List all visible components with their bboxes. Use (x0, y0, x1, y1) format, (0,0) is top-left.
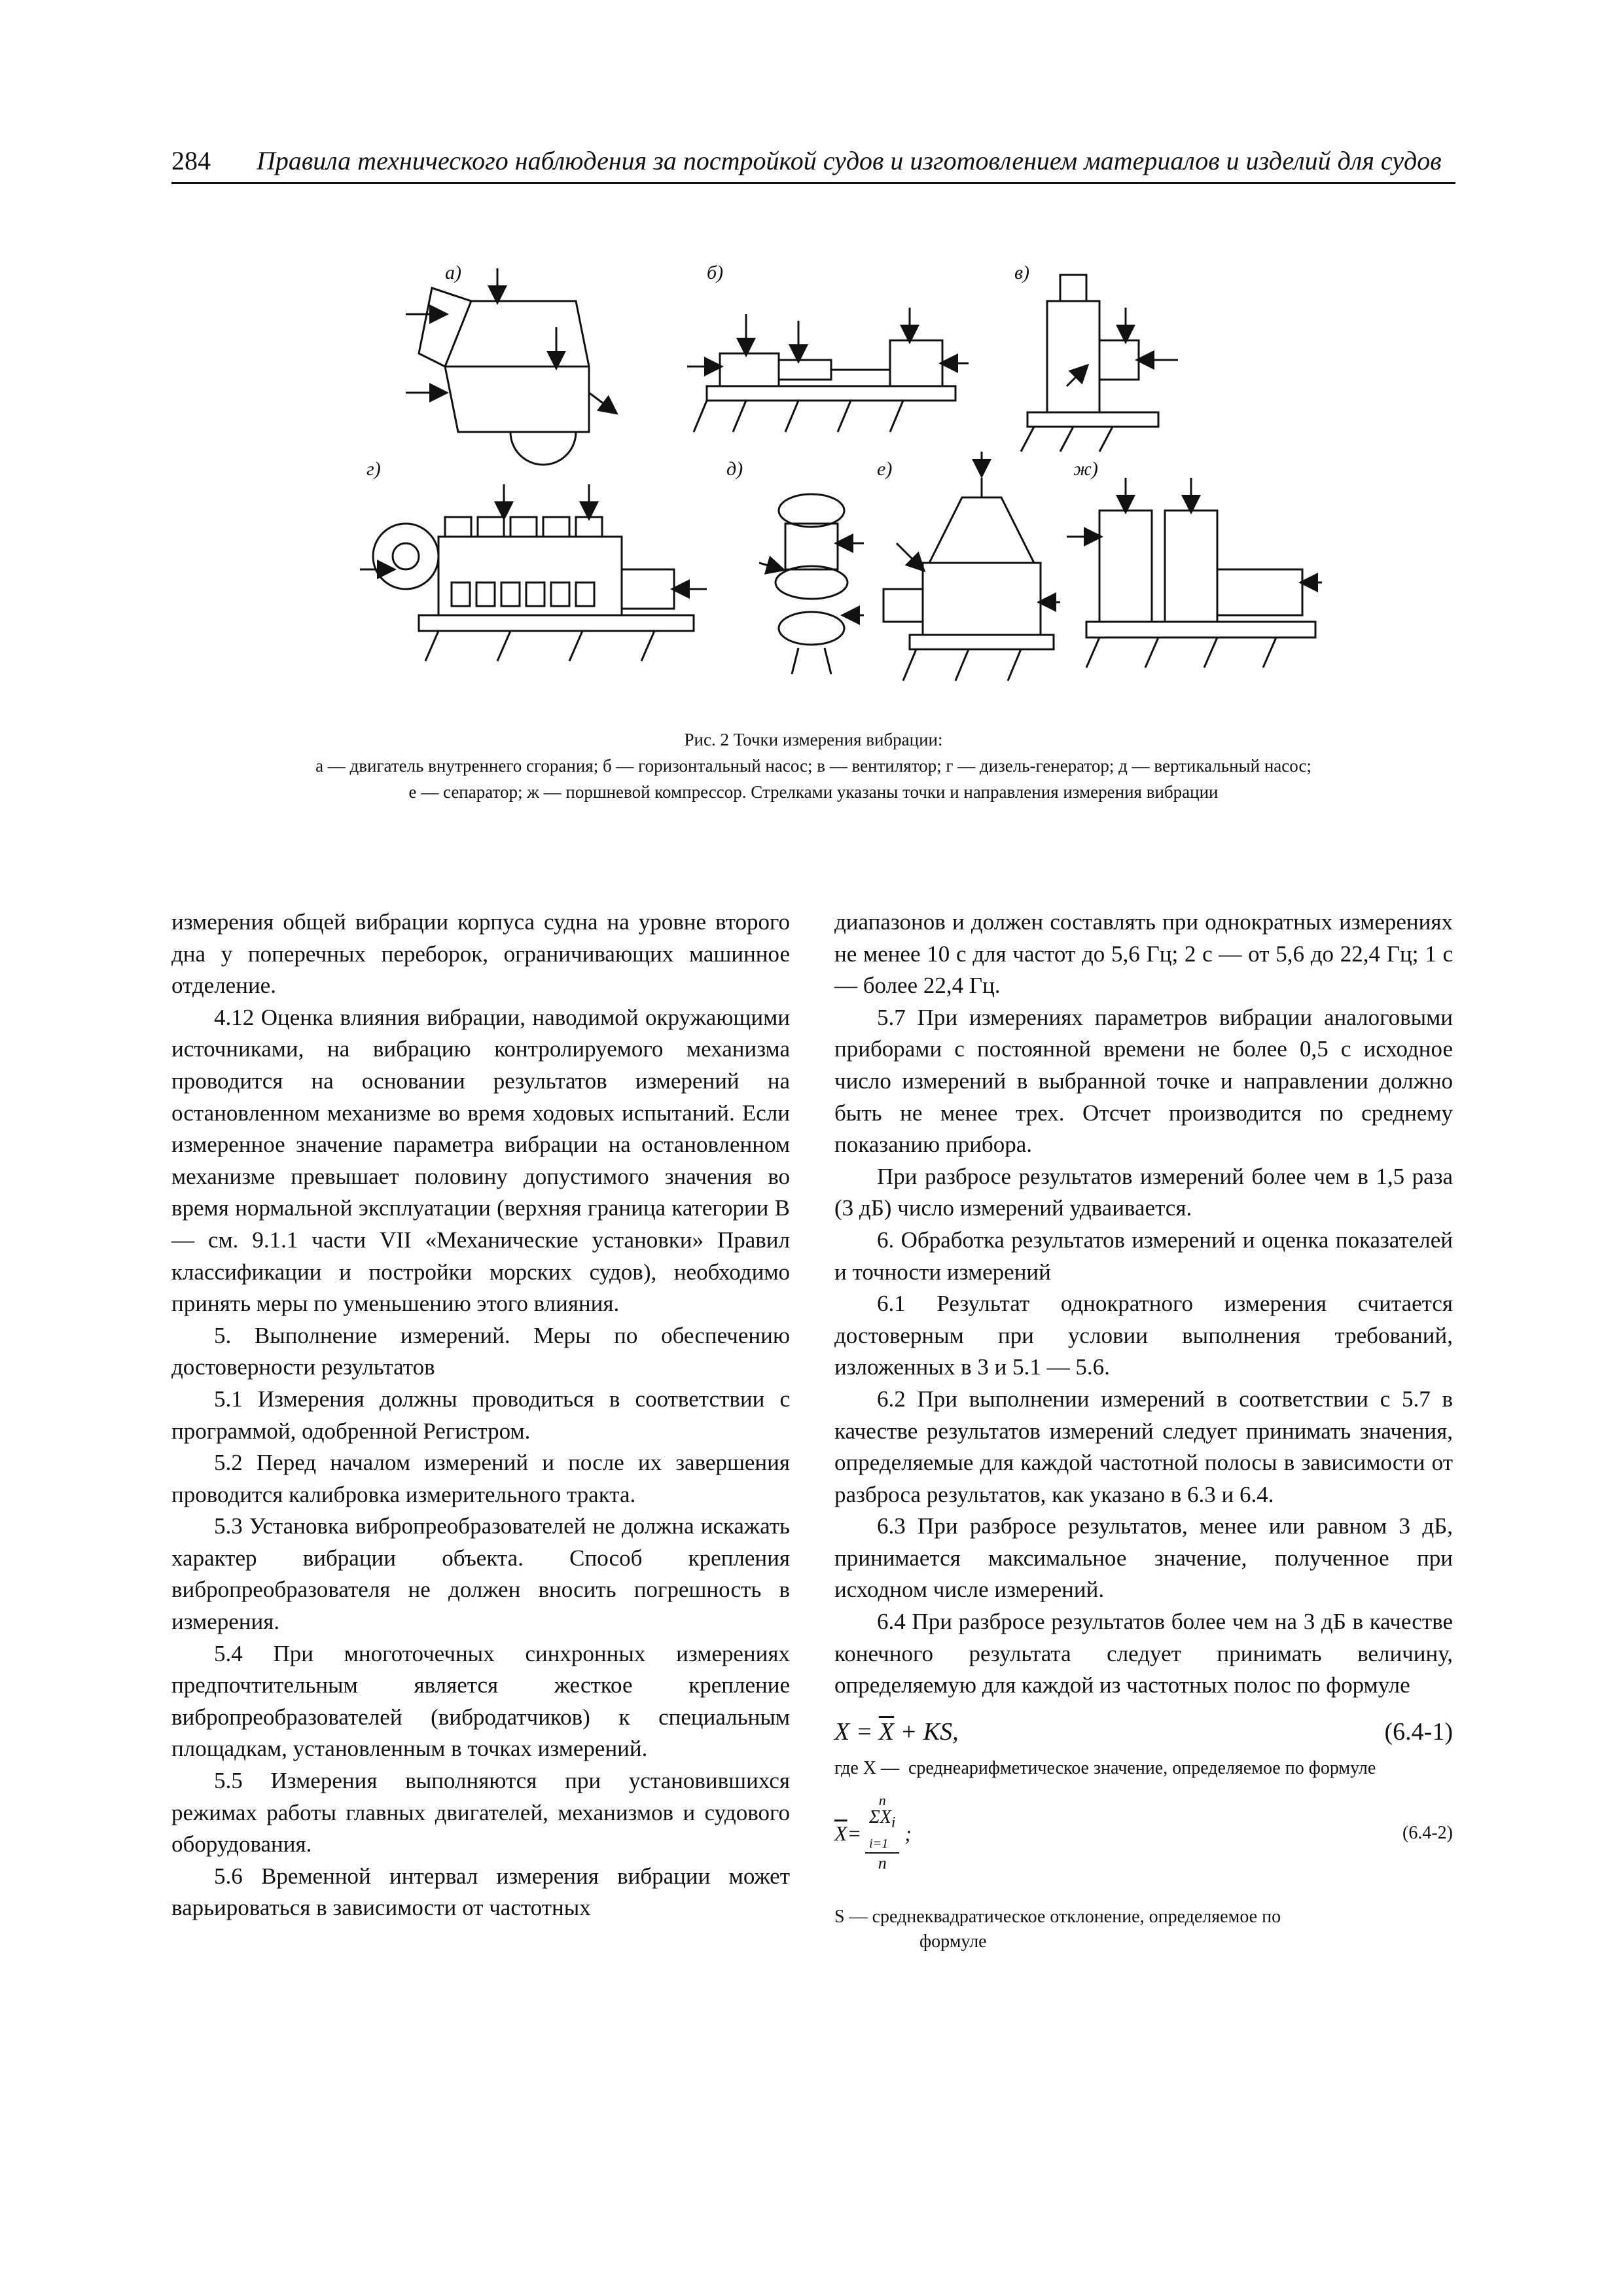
left-column (171, 906, 790, 1924)
label-v: в) (1014, 262, 1030, 283)
running-title: Правила технического наблюдения за постройкой судов и изготовлением материалов и изделий для судов (257, 146, 1442, 175)
paragraph: 5.3 Установка вибропреобразователей не должна искажать характер вибрации объекта. Способ крепления вибропреобразователя не должен вносить погрешность в измерения. (171, 1513, 790, 1635)
formula-tail: ; (904, 1821, 912, 1845)
page-number: 284 (171, 146, 211, 175)
paragraph: 6.1 Результат однократного измерения считается достоверным при условии выполнения требований, изложенных в 3 и 5.1 — 5.6. (834, 1291, 1453, 1380)
diagram-zh-compressor (1067, 478, 1322, 668)
paragraph: 4.12 Оценка влияния вибрации, наводимой окружающими источниками, на вибрацию контролируемого механизма проводится на основании результатов измерений на остановленном механизме во время ходовых испытаний. Если измеренное значение параметра вибрации на остановленном механизме превышает половину допустимого значения во время нормальной эксплуатации (верхняя граница категории В — см. 9.1.1 части VII «Механические установки» Правил классификации и постройки морских судов), необходимо принять меры по уменьшению этого влияния. (171, 1004, 790, 1317)
label-e: е) (877, 458, 893, 480)
formula-xbar: $\overline{X}$ (878, 1717, 895, 1746)
paragraph: 6.3 При разбросе результатов, менее или равном 3 дБ, принимается максимальное значение, полученное при исходном числе измерений. (834, 1513, 1453, 1603)
page-header (171, 143, 1455, 184)
section-heading: 5. Выполнение измерений. Меры по обеспечению достоверности результатов (171, 1322, 790, 1380)
s-definition (834, 1905, 1453, 1954)
fraction-denominator: n (878, 1854, 887, 1873)
paragraph: 5.7 При измерениях параметров вибрации аналоговыми приборами с постоянной времени не более 0,5 с исходное число измерений в выбранной точке и направлении должно быть не менее трех. Отсчет производится по среднему показанию прибора. (834, 1004, 1453, 1158)
paragraph: 5.4 При многоточечных синхронных измерениях предпочтительным является жесткое крепление вибропреобразователей (вибродатчиков) к специальным площадкам, установленным в точках измерений. (171, 1640, 790, 1762)
formula-number: (6.4-1) (1384, 1717, 1453, 1746)
formula-lhs: $\overline{X}$ (834, 1821, 847, 1845)
formula-6-4-2 (834, 1793, 1453, 1873)
paragraph: 6.2 При выполнении измерений в соответствии с 5.7 в качестве результатов измерений следует принимать значения, определяемые для каждой частотной полосы в зависимости от разброса результатов, как указано в 6.3 и 6.4. (834, 1386, 1453, 1507)
paragraph: 5.2 Перед началом измерений и после их завершения проводится калибровка измерительного тракта. (171, 1450, 790, 1507)
caption-line-1: а — двигатель внутреннего сгорания; б — горизонтальный насос; в — вентилятор; г — дизель-генератор; д — вертикальный насос; (315, 756, 1311, 776)
figure-drawings (340, 262, 1322, 713)
label-d: д) (726, 458, 743, 480)
formula-rhs: + KS, (894, 1717, 959, 1746)
figure-caption (171, 726, 1455, 805)
caption-title: Рис. 2 Точки измерения вибрации: (684, 730, 943, 749)
section-heading: 6. Обработка результатов измерений и оценка показателей и точности измерений (834, 1227, 1453, 1285)
s-definition-continuation: формуле (919, 1931, 987, 1952)
paragraph: 5.6 Временной интервал измерения вибрации может варьироваться в зависимости от частотных (171, 1863, 790, 1921)
where-body: среднеарифметическое значение, определяемое по формуле (908, 1758, 1376, 1779)
diagram-d-vertical-pump (759, 494, 864, 674)
formula-expression (834, 1793, 912, 1873)
where-xbar (834, 1757, 1453, 1780)
where-lead: где X — (834, 1758, 899, 1779)
paragraph: 6.4 При разбросе результатов более чем на 3 дБ в качестве конечного результата следует принимать величину, определяемую для каждой из частотных полос по формуле (834, 1609, 1453, 1698)
paragraph: диапазонов и должен составлять при однократных измерениях не менее 10 с для частот до 5,6 Гц; 2 с — от 5,6 до 22,4 Гц; 1 с — более 22,4 Гц. (834, 909, 1453, 999)
formula-expression (834, 1716, 959, 1748)
diagram-g-diesel-generator (360, 484, 707, 661)
vibration-points-figure (340, 262, 1322, 713)
label-a: а) (445, 262, 461, 283)
formula-number: (6.4-2) (1402, 1822, 1453, 1843)
paragraph: При разбросе результатов измерений более чем в 1,5 раза (3 дБ) число измерений удваивается. (834, 1163, 1453, 1221)
formula-lhs: X = (834, 1717, 879, 1746)
diagram-b-pump (687, 308, 969, 432)
formula-equals: = (847, 1821, 862, 1845)
sum-subscript: i (891, 1814, 896, 1832)
right-column (834, 906, 1453, 1954)
formula-6-4-1 (834, 1716, 1453, 1748)
paragraph: измерения общей вибрации корпуса судна на уровне второго дна у поперечных переборок, ограничивающих машинное отделение. (171, 909, 790, 999)
sum-upper-limit: n (878, 1792, 886, 1809)
label-b: б) (707, 262, 724, 283)
diagram-v-fan (1021, 275, 1178, 452)
paragraph: 5.5 Измерения выполняются при установившихся режимах работы главных двигателей, механизмов и судового оборудования. (171, 1768, 790, 1857)
label-zh: ж) (1073, 458, 1098, 480)
paragraph: 5.1 Измерения должны проводиться в соответствии с программой, одобренной Регистром. (171, 1386, 790, 1444)
fraction (865, 1793, 899, 1873)
sum-lower-limit: i=1 (869, 1837, 889, 1852)
diagram-a-engine (406, 268, 615, 465)
caption-line-2: е — сепаратор; ж — поршневой компрессор. Стрелками указаны точки и направления измерения вибрации (408, 782, 1219, 802)
diagram-e-separator (883, 452, 1060, 681)
sum-symbol: ΣX (869, 1807, 891, 1828)
fraction-numerator (865, 1808, 899, 1854)
label-g: г) (366, 458, 381, 480)
s-definition-text: S — среднеквадратическое отклонение, определяемое по (834, 1907, 1281, 1928)
